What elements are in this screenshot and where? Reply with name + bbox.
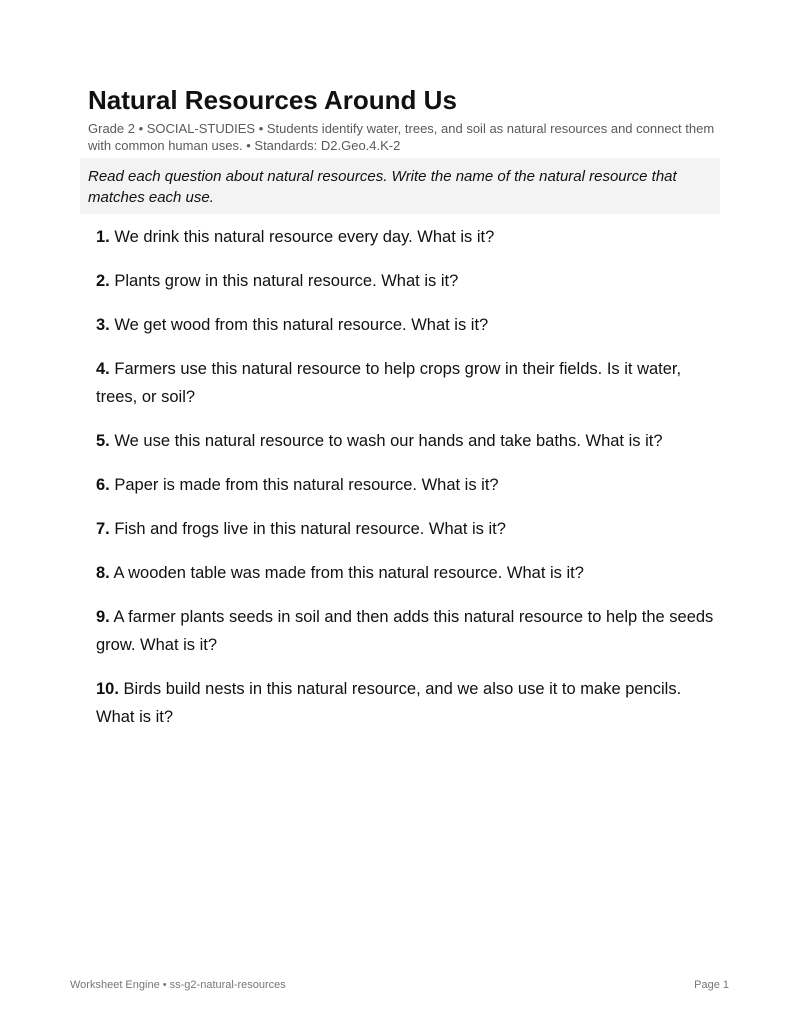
question-number: 1. — [96, 228, 110, 246]
page-number: Page 1 — [694, 979, 729, 991]
question-item — [96, 427, 718, 455]
question-number: 3. — [96, 316, 110, 334]
footer-source: Worksheet Engine • ss-g2-natural-resources — [70, 979, 286, 991]
page-title: Natural Resources Around Us — [88, 85, 457, 115]
question-number: 8. — [96, 564, 110, 582]
question-text: Birds build nests in this natural resource, and we also use it to make pencils. What is it? — [96, 680, 682, 726]
question-text: Fish and frogs live in this natural resource. What is it? — [114, 520, 506, 538]
question-item — [96, 223, 718, 251]
question-item — [96, 515, 718, 543]
question-text: We use this natural resource to wash our hands and take baths. What is it? — [114, 432, 663, 450]
instructions-box: Read each question about natural resources. Write the name of the natural resource that matches each use. — [80, 158, 720, 214]
question-item — [96, 355, 718, 411]
question-item — [96, 471, 718, 499]
question-item — [96, 603, 718, 659]
question-list — [96, 223, 718, 747]
question-number: 10. — [96, 680, 119, 698]
question-text: Farmers use this natural resource to help crops grow in their fields. Is it water, trees, or soil? — [96, 360, 682, 406]
question-text: Paper is made from this natural resource. What is it? — [114, 476, 499, 494]
question-item — [96, 311, 718, 339]
question-number: 5. — [96, 432, 110, 450]
question-number: 7. — [96, 520, 110, 538]
question-number: 2. — [96, 272, 110, 290]
question-text: We get wood from this natural resource. What is it? — [114, 316, 489, 334]
question-number: 4. — [96, 360, 110, 378]
question-item — [96, 675, 718, 731]
question-text: Plants grow in this natural resource. What is it? — [114, 272, 459, 290]
question-text: A wooden table was made from this natural resource. What is it? — [113, 564, 584, 582]
question-item — [96, 559, 718, 587]
question-number: 6. — [96, 476, 110, 494]
question-text: We drink this natural resource every day. What is it? — [114, 228, 495, 246]
question-item — [96, 267, 718, 295]
question-text: A farmer plants seeds in soil and then adds this natural resource to help the seeds grow. What is it? — [96, 608, 714, 654]
worksheet-meta: Grade 2 • SOCIAL-STUDIES • Students identify water, trees, and soil as natural resources and connect them with common human uses. • Standards: D2.Geo.4.K-2 — [88, 121, 715, 153]
question-number: 9. — [96, 608, 110, 626]
